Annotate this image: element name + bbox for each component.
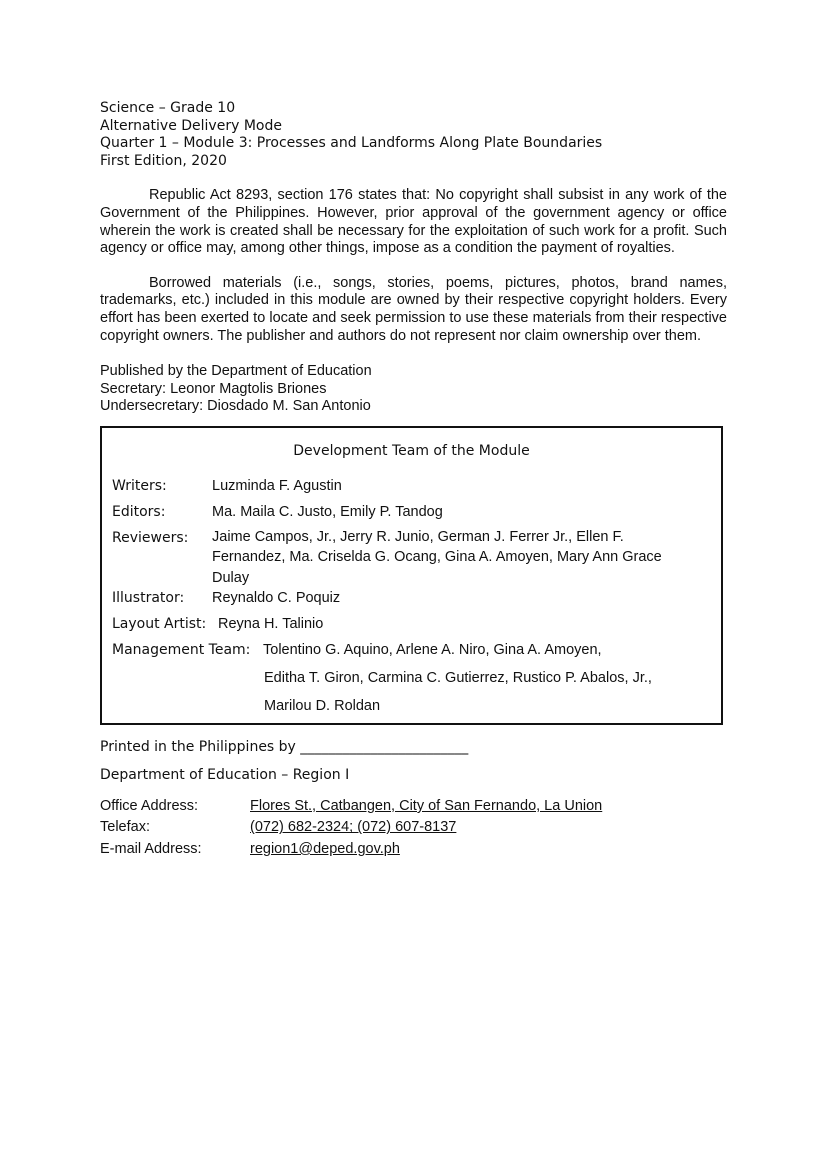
publisher-info xyxy=(100,363,727,416)
editors-label: Editors: xyxy=(112,503,166,520)
layout-artist-name: Reyna H. Talinio xyxy=(218,615,324,632)
email-row xyxy=(100,841,727,863)
telefax-value: (072) 682-2324; (072) 607-8137 xyxy=(250,819,457,836)
secretary: Secretary: Leonor Magtolis Briones xyxy=(100,380,327,397)
delivery-mode-line: Alternative Delivery Mode xyxy=(100,117,282,134)
editors-names: Ma. Maila C. Justo, Emily P. Tandog xyxy=(212,503,443,520)
copyright-page xyxy=(100,100,727,862)
undersecretary: Undersecretary: Diosdado M. San Antonio xyxy=(100,398,371,415)
office-address-row xyxy=(100,798,727,820)
management-team-label: Management Team: xyxy=(112,641,251,658)
module-header xyxy=(100,100,727,170)
module-title-line: Quarter 1 – Module 3: Processes and Landforms Along Plate Boundaries xyxy=(100,135,603,152)
contact-info xyxy=(100,798,727,863)
telefax-row xyxy=(100,819,727,841)
layout-artist-label: Layout Artist: xyxy=(112,615,207,632)
writers-label: Writers: xyxy=(112,477,167,494)
reviewers-names: Jaime Campos, Jr., Jerry R. Junio, German J. Ferrer Jr., Ellen F. Fernandez, Ma. Criselda G. Ocang, Gina A. Amoyen, Mary Ann Grace Dulay xyxy=(212,528,662,586)
management-line-2: Editha T. Giron, Carmina C. Gutierrez, Rustico P. Abalos, Jr., xyxy=(264,669,652,686)
borrowed-materials-paragraph: Borrowed materials (i.e., songs, stories, poems, pictures, photos, brand names, trademarks, etc.) included in this module are owned by their respective copyright holders. Every effort has been exerted to locate and seek permission to use these materials from their respective copyright owners. The publisher and authors do not represent nor claim ownership over them. xyxy=(100,274,727,344)
copyright-paragraph: Republic Act 8293, section 176 states that: No copyright shall subsist in any work of the Government of the Philippines. However, prior approval of the government agency or office wherein the work is created shall be necessary for the exploitation of such work for a profit. Such agency or office may, among other things, impose as a condition the payment of royalties. xyxy=(100,187,727,257)
telefax-label: Telefax: xyxy=(100,819,150,836)
printed-by-line: Printed in the Philippines by ________________________ xyxy=(100,738,469,755)
office-address-label: Office Address: xyxy=(100,797,199,814)
management-line-3: Marilou D. Roldan xyxy=(264,697,381,714)
published-by: Published by the Department of Education xyxy=(100,363,372,380)
subject-line: Science – Grade 10 xyxy=(100,100,236,116)
office-address-value: Flores St., Catbangen, City of San Fernando, La Union xyxy=(250,797,603,814)
edition-line: First Edition, 2020 xyxy=(100,152,227,169)
illustrator-label: Illustrator: xyxy=(112,589,185,606)
region-line: Department of Education – Region I xyxy=(100,766,350,783)
email-label: E-mail Address: xyxy=(100,840,202,857)
development-team-title: Development Team of the Module xyxy=(293,442,530,459)
management-line-1: Tolentino G. Aquino, Arlene A. Niro, Gina A. Amoyen, xyxy=(263,641,602,658)
writers-names: Luzminda F. Agustin xyxy=(212,477,342,494)
reviewers-label: Reviewers: xyxy=(112,529,189,546)
illustrator-name: Reynaldo C. Poquiz xyxy=(212,589,341,606)
email-link[interactable]: region1@deped.gov.ph xyxy=(250,840,400,857)
development-team-box xyxy=(100,426,723,725)
